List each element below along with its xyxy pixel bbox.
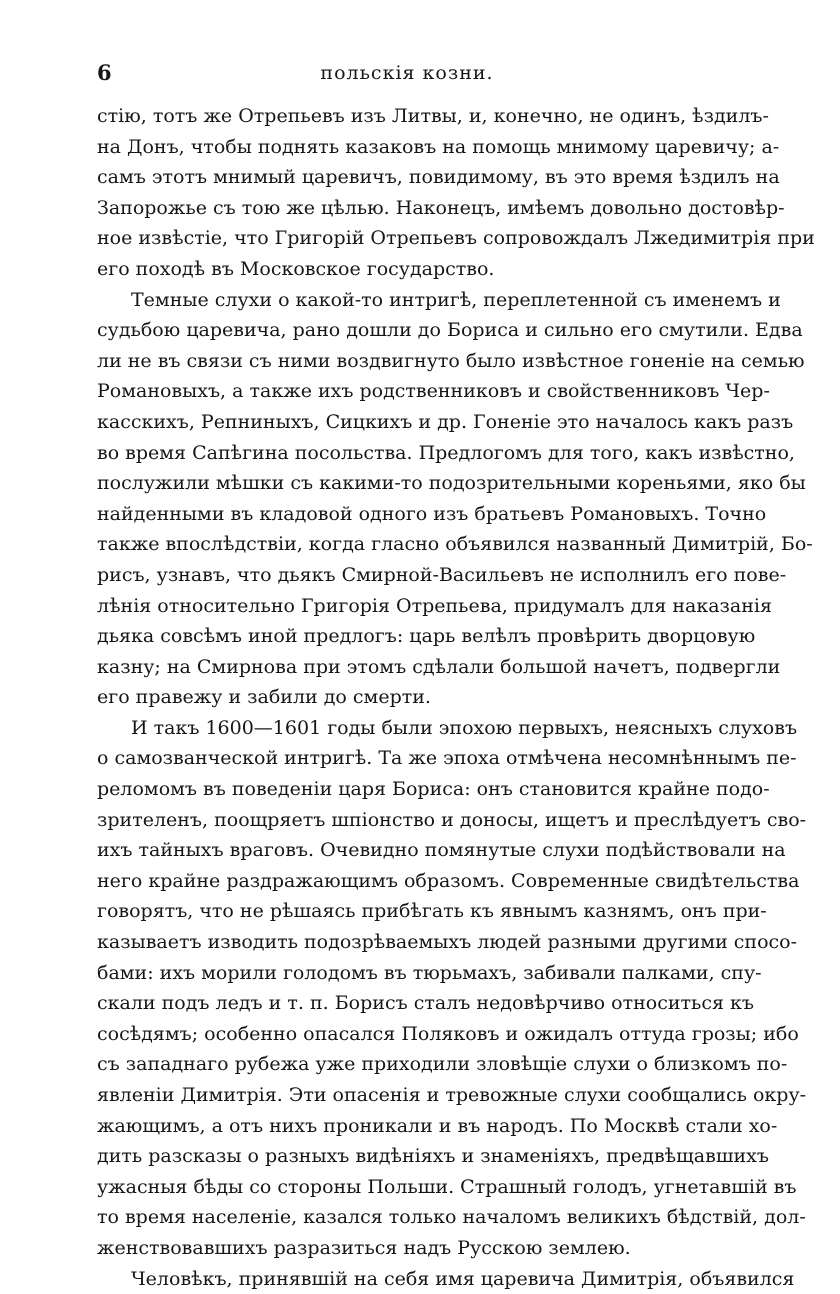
text-line: сосѣдямъ; особенно опасался Поляковъ и ожидалъ оттуда грозы; ибо — [97, 1022, 799, 1045]
text-line: лѣнія относительно Григорія Отрепьева, придумалъ для наказанія — [97, 594, 772, 617]
text-line: найденными въ кладовой одного изъ братьевъ Романовыхъ. Точно — [97, 502, 767, 525]
text-line: Запорожье съ тою же цѣлью. Наконецъ, имѣемъ довольно достовѣр- — [97, 196, 785, 219]
text-line: дить разсказы о разныхъ видѣніяхъ и знаменіяхъ, предвѣщавшихъ — [97, 1145, 769, 1168]
text-line: ихъ тайныхъ враговъ. Очевидно помянутые слухи подѣйствовали на — [97, 839, 786, 862]
text-line: явленіи Димитрія. Эти опасенія и тревожные слухи сообщались окру- — [97, 1084, 807, 1106]
text-line: о самозванческой интригѣ. Та же эпоха отмѣчена несомнѣннымъ пе- — [97, 747, 797, 770]
text-line: скали подъ ледъ и т. п. Борисъ сталъ недовѣрчиво относиться къ — [97, 992, 755, 1015]
text-line: его правежу и забили до смерти. — [97, 686, 431, 709]
text-line: его походѣ въ Московское государство. — [97, 257, 495, 280]
text-line: женствовавшихъ разразиться надъ Русскою землею. — [97, 1236, 631, 1259]
text-line: дьяка совсѣмъ иной предлогъ: царь велѣлъ провѣрить дворцовую — [97, 625, 756, 648]
page-number: 6 — [97, 60, 112, 85]
text-line: съ западнаго рубежа уже приходили зловѣщіе слухи о близкомъ по- — [97, 1053, 788, 1076]
text-line: казываетъ изводить подозрѣваемыхъ людей разными другими спосо- — [97, 931, 798, 954]
text-line: судьбою царевича, рано дошли до Бориса и сильно его смутили. Едва — [97, 319, 803, 342]
text-line: говорятъ, что не рѣшаясь прибѣгать къ явнымъ казнямъ, онъ при- — [97, 900, 767, 923]
text-line: реломомъ въ поведеніи царя Бориса: онъ становится крайне подо- — [97, 778, 770, 801]
text-line: касскихъ, Репниныхъ, Сицкихъ и др. Гоненіе это началось какъ разъ — [97, 410, 794, 433]
body-text — [97, 101, 815, 1294]
page-header — [97, 58, 717, 88]
text-line: на Донъ, чтобы поднять казаковъ на помощь мнимому царевичу; а- — [97, 135, 780, 158]
text-line: во время Сапѣгина посольства. Предлогомъ для того, какъ извѣстно, — [97, 441, 795, 464]
text-line: Романовыхъ, а также ихъ родственниковъ и свойственниковъ Чер- — [97, 380, 770, 403]
text-line: ное извѣстіе, что Григорій Отрепьевъ сопровождалъ Лжедимитрія при — [97, 227, 815, 250]
text-line: бами: ихъ морили голодомъ въ тюрьмахъ, забивали палками, спу- — [97, 961, 762, 984]
text-line: самъ этотъ мнимый царевичъ, повидимому, въ это время ѣздилъ на — [97, 166, 780, 189]
text-line: казну; на Смирнова при этомъ сдѣлали большой начетъ, подвергли — [97, 655, 781, 678]
text-line: жающимъ, а отъ нихъ проникали и въ народъ. По Москвѣ стали хо- — [97, 1114, 778, 1137]
text-line: то время населеніе, казался только началомъ великихъ бѣдствій, дол- — [97, 1206, 806, 1229]
text-line: Темные слухи о какой-то интригѣ, переплетенной съ именемъ и — [131, 288, 781, 311]
text-line: ужасныя бѣды со стороны Польши. Страшный голодъ, угнетавшій въ — [97, 1175, 797, 1198]
text-line: стію, тотъ же Отрепьевъ изъ Литвы, и, конечно, не одинъ, ѣздилъ- — [97, 105, 769, 127]
text-line: послужили мѣшки съ какими-то подозрительными кореньями, яко бы — [97, 472, 806, 495]
text-line: Человѣкъ, принявшій на себя имя царевича Димитрія, объявился — [131, 1267, 795, 1290]
text-line: И такъ 1600—1601 годы были эпохою первыхъ, неясныхъ слуховъ — [131, 716, 798, 739]
text-line: ли не въ связи съ ними воздвигнуто было извѣстное гоненіе на семью — [97, 349, 805, 372]
running-title: польскія козни. — [320, 62, 494, 84]
text-line: также впослѣдствіи, когда гласно объявился названный Димитрій, Бо- — [97, 533, 813, 556]
text-line: зрителенъ, поощряетъ шпіонство и доносы, ищетъ и преслѣдуетъ сво- — [97, 808, 807, 831]
text-line: него крайне раздражающимъ образомъ. Современные свидѣтельства — [97, 869, 800, 892]
text-line: рисъ, узнавъ, что дьякъ Смирной-Васильевъ не исполнилъ его пове- — [97, 563, 787, 586]
